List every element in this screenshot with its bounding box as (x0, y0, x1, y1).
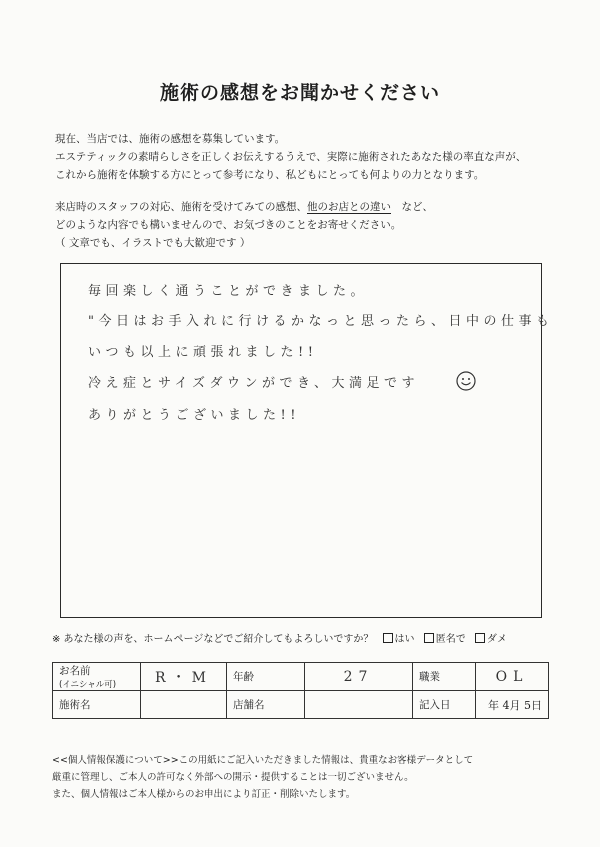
page-title: 施術の感想をお聞かせください (159, 82, 440, 104)
age-field[interactable]: 27 (305, 663, 413, 691)
intro-line-3: これから施術を体験する方にとって参考になり、私どもにとっても何よりの力となります。 (55, 169, 485, 181)
underlined-difference: 他のお店との違い (307, 201, 391, 213)
yes-checkbox[interactable] (383, 633, 393, 643)
date-field[interactable]: 年 4月 5日 (476, 691, 549, 719)
privacy-line-3: また、個人情報はご本人様からのお申出により訂正・削除いたします。 (52, 789, 356, 800)
shop-field[interactable] (305, 691, 413, 719)
request-line-1 (55, 198, 433, 216)
treatment-label: 施術名 (53, 691, 141, 719)
smiley-icon (455, 370, 477, 392)
shop-label: 店舗名 (227, 691, 305, 719)
occupation-label: 職業 (413, 663, 476, 691)
request-line-2: どのような内容でも構いませんので、お気づきのことをお寄せください。 (55, 219, 402, 231)
publish-question (52, 630, 507, 645)
name-label: お名前 (59, 665, 91, 677)
occupation-field[interactable]: OL (476, 663, 549, 691)
info-row-1 (53, 663, 549, 691)
name-field[interactable]: R・M (141, 663, 227, 691)
anonymous-checkbox[interactable] (424, 633, 434, 643)
no-label: ダメ (486, 634, 507, 645)
date-label: 記入日 (413, 691, 476, 719)
comment-line-2: "今日はお手入れに行けるかなっと思ったら、日中の仕事も (88, 314, 554, 329)
comment-line-1: 毎回楽しく通うことができました。 (88, 284, 369, 299)
privacy-line-1: <<個人情報保護について>>この用紙にご記入いただきました情報は、貴重なお客様データとして (52, 755, 474, 766)
privacy-line-2: 厳重に管理し、ご本人の許可なく外部への開示・提供することは一切ございません。 (52, 772, 414, 783)
yes-label: はい (394, 634, 415, 645)
comment-line-4: 冷え症とサイズダウンができ、大満足です (88, 376, 419, 391)
publish-question-text: ※ あなた様の声を、ホームページなどでご紹介してもよろしいですか？ (52, 634, 374, 645)
request-line-1b: など、 (401, 201, 433, 213)
no-checkbox[interactable] (475, 633, 485, 643)
intro-line-1: 現在、当店では、施術の感想を募集しています。 (55, 133, 286, 145)
intro-line-2: エステティックの素晴らしさを正しくお伝えするうえで、実際に施術されたあなた様の率直な声が、 (55, 151, 527, 163)
privacy-notice (52, 752, 473, 803)
name-sublabel: (イニシャル可) (59, 680, 117, 690)
intro-text (55, 130, 526, 184)
request-text (55, 198, 433, 252)
comment-line-5: ありがとうございました!! (88, 408, 300, 423)
info-row-2 (53, 691, 549, 719)
request-line-3: （ 文章でも、イラストでも大歓迎です ） (55, 237, 251, 249)
request-line-1a: 来店時のスタッフの対応、施術を受けてみての感想、 (55, 201, 307, 213)
treatment-field[interactable] (141, 691, 227, 719)
age-label: 年齢 (227, 663, 305, 691)
name-label-cell (53, 663, 141, 691)
customer-info-table (52, 662, 549, 719)
comment-line-3: いつも以上に頑張れました!! (88, 345, 318, 360)
anonymous-label: 匿名で (435, 634, 466, 645)
